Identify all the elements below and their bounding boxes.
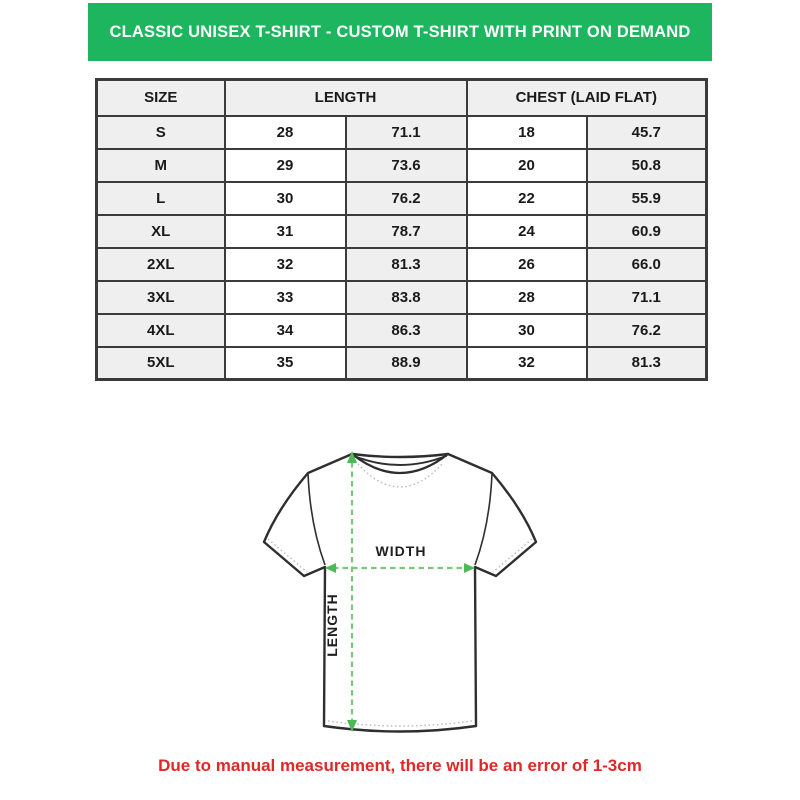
size-table: [95, 78, 708, 381]
size-cell: 4XL: [97, 314, 225, 347]
length-cm-cell: 78.7: [346, 215, 467, 248]
table-header-row: [97, 80, 707, 116]
table-row: [97, 182, 707, 215]
length-cm-cell: 73.6: [346, 149, 467, 182]
header-size: SIZE: [97, 80, 225, 116]
chest-cm-cell: 81.3: [587, 347, 707, 380]
length-cm-cell: 86.3: [346, 314, 467, 347]
header-chest: CHEST (LAID FLAT): [467, 80, 707, 116]
chest-in-cell: 30: [467, 314, 587, 347]
length-label: LENGTH: [324, 593, 340, 657]
size-cell: M: [97, 149, 225, 182]
tshirt-outline: [264, 454, 536, 732]
chest-cm-cell: 55.9: [587, 182, 707, 215]
chest-cm-cell: 76.2: [587, 314, 707, 347]
chest-in-cell: 32: [467, 347, 587, 380]
length-in-cell: 32: [225, 248, 346, 281]
size-cell: XL: [97, 215, 225, 248]
chest-cm-cell: 50.8: [587, 149, 707, 182]
length-cm-cell: 83.8: [346, 281, 467, 314]
chest-in-cell: 20: [467, 149, 587, 182]
size-cell: 5XL: [97, 347, 225, 380]
table-row: [97, 116, 707, 149]
length-in-cell: 34: [225, 314, 346, 347]
banner: [88, 3, 712, 61]
length-in-cell: 33: [225, 281, 346, 314]
header-length: LENGTH: [225, 80, 467, 116]
size-cell: L: [97, 182, 225, 215]
tshirt-measurement-diagram: [230, 440, 570, 750]
table-row: [97, 215, 707, 248]
size-cell: S: [97, 116, 225, 149]
length-in-cell: 28: [225, 116, 346, 149]
table-row: [97, 314, 707, 347]
chest-cm-cell: 60.9: [587, 215, 707, 248]
table-row: [97, 248, 707, 281]
size-cell: 3XL: [97, 281, 225, 314]
chest-cm-cell: 66.0: [587, 248, 707, 281]
length-in-cell: 35: [225, 347, 346, 380]
length-cm-cell: 88.9: [346, 347, 467, 380]
length-in-cell: 31: [225, 215, 346, 248]
table-row: [97, 347, 707, 380]
table-row: [97, 149, 707, 182]
chest-in-cell: 24: [467, 215, 587, 248]
length-in-cell: 29: [225, 149, 346, 182]
width-label: WIDTH: [375, 543, 427, 559]
chest-cm-cell: 71.1: [587, 281, 707, 314]
table-row: [97, 281, 707, 314]
length-cm-cell: 81.3: [346, 248, 467, 281]
length-cm-cell: 76.2: [346, 182, 467, 215]
chest-in-cell: 26: [467, 248, 587, 281]
length-cm-cell: 71.1: [346, 116, 467, 149]
chest-in-cell: 28: [467, 281, 587, 314]
banner-title: CLASSIC UNISEX T-SHIRT - CUSTOM T-SHIRT WITH PRINT ON DEMAND: [109, 22, 691, 41]
measurement-note: Due to manual measurement, there will be an error of 1-3cm: [158, 756, 642, 775]
chest-cm-cell: 45.7: [587, 116, 707, 149]
length-in-cell: 30: [225, 182, 346, 215]
chest-in-cell: 22: [467, 182, 587, 215]
size-cell: 2XL: [97, 248, 225, 281]
chest-in-cell: 18: [467, 116, 587, 149]
